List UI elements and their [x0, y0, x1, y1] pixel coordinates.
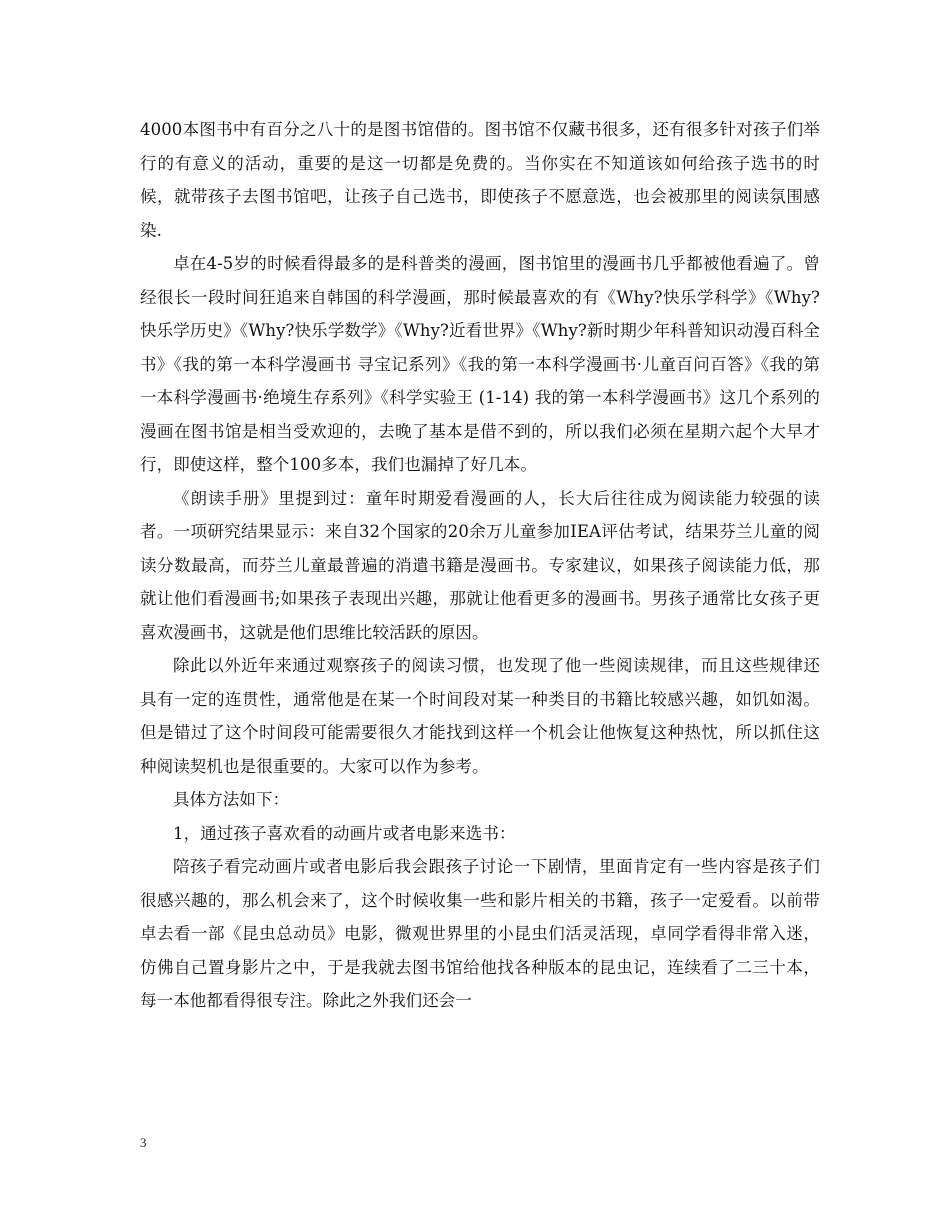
paragraph-1: 4000本图书中有百分之八十的是图书馆借的。图书馆不仅藏书很多，还有很多针对孩子们举行的有意义的活动，重要的是这一切都是免费的。当你实在不知道该如何给孩子选书的时候，就带孩子去图书馆吧，让孩子自己选书，即使孩子不愿意选，也会被那里的阅读氛围感染.	[140, 120, 820, 240]
paragraph-7: 陪孩子看完动画片或者电影后我会跟孩子讨论一下剧情，里面肯定有一些内容是孩子们很感兴趣的，那么机会来了，这个时候收集一些和影片相关的书籍，孩子一定爱看。以前带卓去看一部《昆虫总动员》电影，微观世界里的小昆虫们活灵活现，卓同学看得非常入迷，仿佛自己置身影片之中，于是我就去图书馆给他找各种版本的昆虫记，连续看了二三十本，每一本他都看得很专注。除此之外我们还会一	[140, 857, 820, 1010]
page-number: 3	[140, 1135, 147, 1150]
paragraph-4: 除此以外近年来通过观察孩子的阅读习惯，也发现了他一些阅读规律，而且这些规律还具有一定的连贯性，通常他是在某一个时间段对某一种类目的书籍比较感兴趣，如饥如渴。但是错过了这个时间段可能需要很久才能找到这样一个机会让他恢复这种热忱，所以抓住这种阅读契机也是很重要的。大家可以作为参考。	[140, 656, 820, 776]
document-body	[140, 113, 820, 1018]
paragraph-5: 具体方法如下：	[173, 790, 290, 809]
paragraph-6: 1，通过孩子喜欢看的动画片或者电影来选书：	[173, 823, 516, 843]
paragraph-3: 《朗读手册》里提到过：童年时期爱看漫画的人，长大后往往成为阅读能力较强的读者。一项研究结果显示：来自32个国家的20余万儿童参加IEA评估考试，结果芬兰儿童的阅读分数最高，而芬兰儿童最普遍的消遣书籍是漫画书。专家建议，如果孩子阅读能力低，那就让他们看漫画书;如果孩子表现出兴趣，那就让他看更多的漫画书。男孩子通常比女孩子更喜欢漫画书，这就是他们思维比较活跃的原因。	[140, 488, 820, 642]
paragraph-2: 卓在4-5岁的时候看得最多的是科普类的漫画，图书馆里的漫画书几乎都被他看遍了。曾经很长一段时间狂追来自韩国的科学漫画，那时候最喜欢的有《Why?快乐学科学》《Why?快乐学历史》《Why?快乐学数学》《Why?近看世界》《Why?新时期少年科普知识动漫百科全书》《我的第一本科学漫画书 寻宝记系列》《我的第一本科学漫画书·儿童百问百答》《我的第一本科学漫画书·绝境生存系列》《科学实验王 (1-14) 我的第一本科学漫画书》这几个系列的漫画在图书馆是相当受欢迎的，去晚了基本是借不到的，所以我们必须在星期六起个大早才行，即使这样，整个100多本，我们也漏掉了好几本。	[140, 254, 820, 474]
